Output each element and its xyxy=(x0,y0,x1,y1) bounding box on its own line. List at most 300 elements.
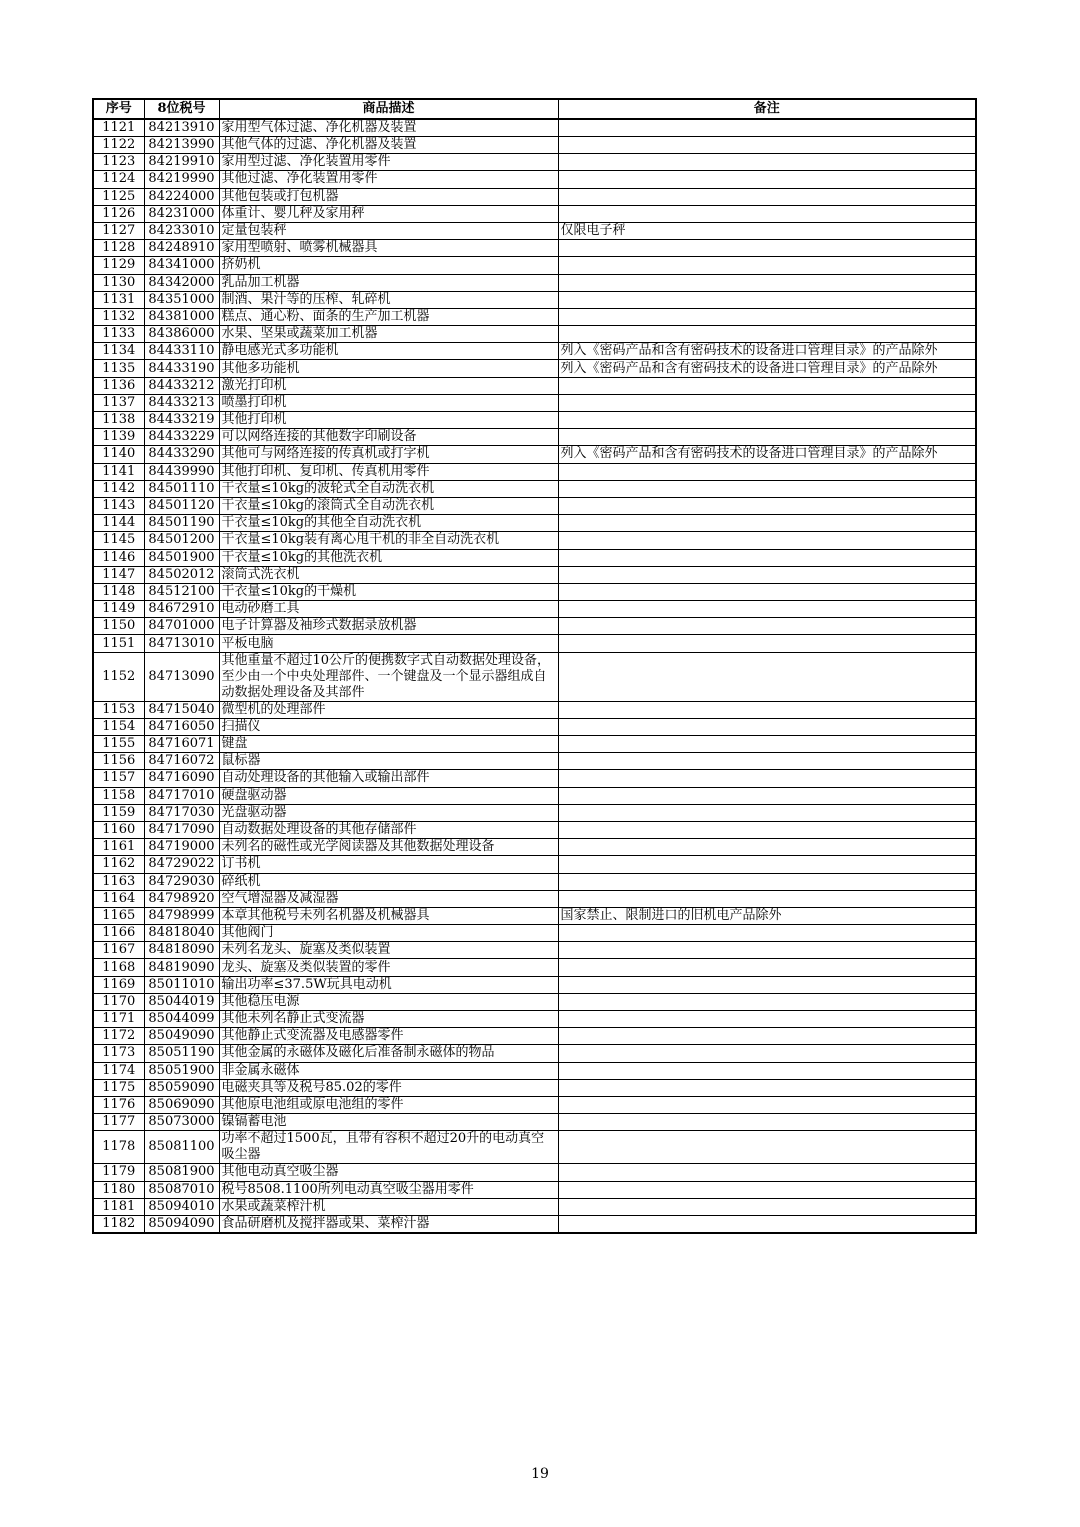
cell-seq: 1181 xyxy=(93,1198,144,1215)
cell-desc: 其他阀门 xyxy=(219,925,558,942)
cell-note xyxy=(558,942,976,959)
cell-note xyxy=(558,1114,976,1131)
cell-desc: 乳品加工机器 xyxy=(219,274,558,291)
cell-desc: 其他未列名静止式变流器 xyxy=(219,1011,558,1028)
cell-seq: 1133 xyxy=(93,326,144,343)
cell-code: 84433212 xyxy=(144,377,219,394)
cell-desc: 未列名龙头、旋塞及类似装置 xyxy=(219,942,558,959)
cell-desc: 制酒、果汁等的压榨、轧碎机 xyxy=(219,291,558,308)
cell-seq: 1170 xyxy=(93,993,144,1010)
cell-note xyxy=(558,532,976,549)
table-row xyxy=(93,890,976,907)
table-row xyxy=(93,274,976,291)
cell-desc: 干衣量≤10kg的其他全自动洗衣机 xyxy=(219,515,558,532)
cell-note xyxy=(558,429,976,446)
cell-note: 列入《密码产品和含有密码技术的设备进口管理目录》的产品除外 xyxy=(558,446,976,463)
cell-code: 85044019 xyxy=(144,993,219,1010)
cell-code: 84819090 xyxy=(144,959,219,976)
cell-seq: 1174 xyxy=(93,1062,144,1079)
cell-note xyxy=(558,326,976,343)
header-row xyxy=(93,99,976,119)
cell-desc: 其他包装或打包机器 xyxy=(219,188,558,205)
table-row xyxy=(93,326,976,343)
table-row xyxy=(93,480,976,497)
cell-note xyxy=(558,873,976,890)
cell-seq: 1139 xyxy=(93,429,144,446)
cell-note xyxy=(558,770,976,787)
cell-desc: 自动处理设备的其他输入或输出部件 xyxy=(219,770,558,787)
cell-seq: 1165 xyxy=(93,907,144,924)
cell-code: 84213990 xyxy=(144,137,219,154)
cell-seq: 1144 xyxy=(93,515,144,532)
cell-code: 84716072 xyxy=(144,753,219,770)
cell-seq: 1121 xyxy=(93,119,144,137)
cell-desc: 其他气体的过滤、净化机器及装置 xyxy=(219,137,558,154)
cell-code: 84717030 xyxy=(144,804,219,821)
table-row xyxy=(93,583,976,600)
cell-note xyxy=(558,1062,976,1079)
table-row xyxy=(93,1096,976,1113)
cell-seq: 1158 xyxy=(93,787,144,804)
cell-note xyxy=(558,804,976,821)
table-row xyxy=(93,873,976,890)
cell-code: 85049090 xyxy=(144,1028,219,1045)
cell-code: 84433110 xyxy=(144,343,219,360)
cell-note xyxy=(558,308,976,325)
cell-code: 84717010 xyxy=(144,787,219,804)
cell-note xyxy=(558,701,976,718)
cell-note xyxy=(558,188,976,205)
cell-code: 84715040 xyxy=(144,701,219,718)
table-row xyxy=(93,1198,976,1215)
cell-seq: 1176 xyxy=(93,1096,144,1113)
cell-seq: 1182 xyxy=(93,1215,144,1233)
cell-code: 84233010 xyxy=(144,222,219,239)
cell-desc: 其他可与网络连接的传真机或打字机 xyxy=(219,446,558,463)
cell-code: 85081100 xyxy=(144,1131,219,1164)
cell-note xyxy=(558,257,976,274)
cell-code: 84719000 xyxy=(144,839,219,856)
table-row xyxy=(93,1114,976,1131)
table-row xyxy=(93,446,976,463)
cell-code: 84501110 xyxy=(144,480,219,497)
cell-seq: 1124 xyxy=(93,171,144,188)
cell-note xyxy=(558,549,976,566)
table-row xyxy=(93,942,976,959)
table-row xyxy=(93,907,976,924)
cell-desc: 干衣量≤10kg装有离心甩干机的非全自动洗衣机 xyxy=(219,532,558,549)
table-row xyxy=(93,770,976,787)
cell-code: 85087010 xyxy=(144,1181,219,1198)
cell-seq: 1122 xyxy=(93,137,144,154)
cell-seq: 1156 xyxy=(93,753,144,770)
cell-note xyxy=(558,821,976,838)
cell-desc: 碎纸机 xyxy=(219,873,558,890)
cell-code: 84798920 xyxy=(144,890,219,907)
cell-desc: 镍镉蓄电池 xyxy=(219,1114,558,1131)
cell-note xyxy=(558,377,976,394)
cell-desc: 食品研磨机及搅拌器或果、菜榨汁器 xyxy=(219,1215,558,1233)
cell-code: 85081900 xyxy=(144,1164,219,1181)
table-row xyxy=(93,976,976,993)
table-row xyxy=(93,959,976,976)
cell-desc: 其他电动真空吸尘器 xyxy=(219,1164,558,1181)
table-row xyxy=(93,718,976,735)
cell-code: 84213910 xyxy=(144,119,219,137)
cell-code: 84439990 xyxy=(144,463,219,480)
cell-desc: 功率不超过1500瓦，且带有容积不超过20升的电动真空吸尘器 xyxy=(219,1131,558,1164)
header-code: 8位税号 xyxy=(144,99,219,119)
cell-seq: 1125 xyxy=(93,188,144,205)
cell-seq: 1155 xyxy=(93,736,144,753)
cell-note xyxy=(558,652,976,701)
cell-desc: 光盘驱动器 xyxy=(219,804,558,821)
table-row xyxy=(93,394,976,411)
cell-seq: 1130 xyxy=(93,274,144,291)
cell-desc: 电磁夹具等及税号85.02的零件 xyxy=(219,1079,558,1096)
cell-seq: 1127 xyxy=(93,222,144,239)
cell-seq: 1140 xyxy=(93,446,144,463)
cell-note xyxy=(558,959,976,976)
cell-desc: 未列名的磁性或光学阅读器及其他数据处理设备 xyxy=(219,839,558,856)
cell-code: 84351000 xyxy=(144,291,219,308)
cell-desc: 滚筒式洗衣机 xyxy=(219,566,558,583)
table-row xyxy=(93,1181,976,1198)
table-row xyxy=(93,412,976,429)
cell-code: 84341000 xyxy=(144,257,219,274)
table-row xyxy=(93,1131,976,1164)
cell-note: 仅限电子秤 xyxy=(558,222,976,239)
cell-desc: 静电感光式多功能机 xyxy=(219,343,558,360)
cell-desc: 微型机的处理部件 xyxy=(219,701,558,718)
cell-desc: 其他金属的永磁体及磁化后准备制永磁体的物品 xyxy=(219,1045,558,1062)
cell-code: 84512100 xyxy=(144,583,219,600)
cell-note: 列入《密码产品和含有密码技术的设备进口管理目录》的产品除外 xyxy=(558,343,976,360)
cell-desc: 电动砂磨工具 xyxy=(219,601,558,618)
cell-code: 84701000 xyxy=(144,618,219,635)
cell-code: 85073000 xyxy=(144,1114,219,1131)
cell-desc: 平板电脑 xyxy=(219,635,558,652)
cell-code: 84231000 xyxy=(144,205,219,222)
table-row xyxy=(93,429,976,446)
table-row xyxy=(93,1028,976,1045)
cell-code: 84716090 xyxy=(144,770,219,787)
table-row xyxy=(93,549,976,566)
cell-desc: 扫描仪 xyxy=(219,718,558,735)
table-row xyxy=(93,119,976,137)
cell-desc: 可以网络连接的其他数字印刷设备 xyxy=(219,429,558,446)
cell-code: 84433213 xyxy=(144,394,219,411)
table-row xyxy=(93,1011,976,1028)
cell-seq: 1157 xyxy=(93,770,144,787)
cell-code: 84713090 xyxy=(144,652,219,701)
cell-seq: 1180 xyxy=(93,1181,144,1198)
cell-seq: 1131 xyxy=(93,291,144,308)
cell-seq: 1177 xyxy=(93,1114,144,1131)
cell-desc: 家用型喷射、喷雾机械器具 xyxy=(219,240,558,257)
cell-note xyxy=(558,566,976,583)
cell-seq: 1161 xyxy=(93,839,144,856)
cell-note xyxy=(558,119,976,137)
cell-note xyxy=(558,1096,976,1113)
cell-note xyxy=(558,1045,976,1062)
cell-desc: 干衣量≤10kg的滚筒式全自动洗衣机 xyxy=(219,497,558,514)
cell-note xyxy=(558,787,976,804)
cell-code: 84501900 xyxy=(144,549,219,566)
cell-code: 84798999 xyxy=(144,907,219,924)
cell-desc: 龙头、旋塞及类似装置的零件 xyxy=(219,959,558,976)
cell-note xyxy=(558,1131,976,1164)
cell-code: 84818040 xyxy=(144,925,219,942)
cell-seq: 1145 xyxy=(93,532,144,549)
cell-code: 84433219 xyxy=(144,412,219,429)
table-row xyxy=(93,532,976,549)
cell-note xyxy=(558,1011,976,1028)
cell-desc: 税号8508.1100所列电动真空吸尘器用零件 xyxy=(219,1181,558,1198)
table-row xyxy=(93,1164,976,1181)
table-row xyxy=(93,308,976,325)
table-row xyxy=(93,566,976,583)
cell-desc: 水果、坚果或蔬菜加工机器 xyxy=(219,326,558,343)
cell-seq: 1154 xyxy=(93,718,144,735)
cell-seq: 1163 xyxy=(93,873,144,890)
cell-note: 国家禁止、限制进口的旧机电产品除外 xyxy=(558,907,976,924)
cell-seq: 1142 xyxy=(93,480,144,497)
table-row xyxy=(93,1062,976,1079)
cell-code: 84248910 xyxy=(144,240,219,257)
cell-code: 84386000 xyxy=(144,326,219,343)
table-row xyxy=(93,736,976,753)
cell-seq: 1129 xyxy=(93,257,144,274)
table-row xyxy=(93,291,976,308)
cell-seq: 1166 xyxy=(93,925,144,942)
cell-note xyxy=(558,515,976,532)
cell-desc: 自动数据处理设备的其他存储部件 xyxy=(219,821,558,838)
table-row xyxy=(93,171,976,188)
cell-code: 84219910 xyxy=(144,154,219,171)
table-row xyxy=(93,377,976,394)
cell-note xyxy=(558,1164,976,1181)
cell-note xyxy=(558,993,976,1010)
cell-desc: 电子计算器及袖珍式数据录放机器 xyxy=(219,618,558,635)
cell-code: 84381000 xyxy=(144,308,219,325)
cell-desc: 家用型过滤、净化装置用零件 xyxy=(219,154,558,171)
table-body xyxy=(93,119,976,1233)
cell-note xyxy=(558,1198,976,1215)
cell-note xyxy=(558,1028,976,1045)
table-row xyxy=(93,804,976,821)
table-row xyxy=(93,188,976,205)
cell-code: 84342000 xyxy=(144,274,219,291)
cell-desc: 挤奶机 xyxy=(219,257,558,274)
cell-note: 列入《密码产品和含有密码技术的设备进口管理目录》的产品除外 xyxy=(558,360,976,377)
table-row xyxy=(93,515,976,532)
table-row xyxy=(93,1045,976,1062)
cell-seq: 1147 xyxy=(93,566,144,583)
cell-seq: 1162 xyxy=(93,856,144,873)
cell-seq: 1153 xyxy=(93,701,144,718)
table-row xyxy=(93,360,976,377)
cell-code: 84433290 xyxy=(144,446,219,463)
cell-code: 84501120 xyxy=(144,497,219,514)
cell-seq: 1173 xyxy=(93,1045,144,1062)
table-row xyxy=(93,137,976,154)
table-row xyxy=(93,839,976,856)
cell-note xyxy=(558,240,976,257)
cell-note xyxy=(558,601,976,618)
header-note: 备注 xyxy=(558,99,976,119)
cell-seq: 1148 xyxy=(93,583,144,600)
cell-seq: 1136 xyxy=(93,377,144,394)
table-row xyxy=(93,925,976,942)
cell-code: 84818090 xyxy=(144,942,219,959)
table-row xyxy=(93,601,976,618)
cell-seq: 1132 xyxy=(93,308,144,325)
cell-note xyxy=(558,154,976,171)
cell-note xyxy=(558,839,976,856)
table-row xyxy=(93,205,976,222)
cell-note xyxy=(558,394,976,411)
cell-note xyxy=(558,1079,976,1096)
cell-note xyxy=(558,976,976,993)
cell-seq: 1151 xyxy=(93,635,144,652)
table-row xyxy=(93,1079,976,1096)
cell-note xyxy=(558,137,976,154)
cell-seq: 1167 xyxy=(93,942,144,959)
header-desc: 商品描述 xyxy=(219,99,558,119)
cell-seq: 1171 xyxy=(93,1011,144,1028)
page-number: 19 xyxy=(531,1466,549,1482)
cell-note xyxy=(558,497,976,514)
header-seq: 序号 xyxy=(93,99,144,119)
cell-code: 84729022 xyxy=(144,856,219,873)
cell-desc: 家用型气体过滤、净化机器及装置 xyxy=(219,119,558,137)
cell-note xyxy=(558,718,976,735)
cell-code: 84716071 xyxy=(144,736,219,753)
cell-seq: 1123 xyxy=(93,154,144,171)
cell-desc: 鼠标器 xyxy=(219,753,558,770)
cell-desc: 干衣量≤10kg的干燥机 xyxy=(219,583,558,600)
cell-code: 84672910 xyxy=(144,601,219,618)
cell-note xyxy=(558,291,976,308)
cell-code: 85094090 xyxy=(144,1215,219,1233)
table-row xyxy=(93,635,976,652)
cell-code: 84433229 xyxy=(144,429,219,446)
cell-desc: 键盘 xyxy=(219,736,558,753)
cell-seq: 1172 xyxy=(93,1028,144,1045)
cell-code: 84502012 xyxy=(144,566,219,583)
cell-note xyxy=(558,274,976,291)
cell-code: 85011010 xyxy=(144,976,219,993)
cell-desc: 其他多功能机 xyxy=(219,360,558,377)
cell-desc: 定量包装秤 xyxy=(219,222,558,239)
cell-seq: 1150 xyxy=(93,618,144,635)
cell-desc: 其他过滤、净化装置用零件 xyxy=(219,171,558,188)
cell-note xyxy=(558,463,976,480)
cell-code: 84433190 xyxy=(144,360,219,377)
cell-seq: 1146 xyxy=(93,549,144,566)
cell-seq: 1164 xyxy=(93,890,144,907)
table-row xyxy=(93,497,976,514)
cell-seq: 1179 xyxy=(93,1164,144,1181)
cell-seq: 1168 xyxy=(93,959,144,976)
cell-note xyxy=(558,583,976,600)
table-row xyxy=(93,753,976,770)
table-header xyxy=(93,99,976,119)
cell-code: 84219990 xyxy=(144,171,219,188)
cell-desc: 干衣量≤10kg的其他洗衣机 xyxy=(219,549,558,566)
cell-seq: 1152 xyxy=(93,652,144,701)
cell-note xyxy=(558,736,976,753)
cell-note xyxy=(558,753,976,770)
cell-seq: 1134 xyxy=(93,343,144,360)
cell-seq: 1143 xyxy=(93,497,144,514)
table-row xyxy=(93,618,976,635)
table-row xyxy=(93,222,976,239)
cell-desc: 输出功率≤37.5W玩具电动机 xyxy=(219,976,558,993)
cell-code: 85059090 xyxy=(144,1079,219,1096)
cell-note xyxy=(558,635,976,652)
cell-code: 84716050 xyxy=(144,718,219,735)
cell-seq: 1175 xyxy=(93,1079,144,1096)
cell-desc: 其他打印机、复印机、传真机用零件 xyxy=(219,463,558,480)
cell-seq: 1178 xyxy=(93,1131,144,1164)
cell-seq: 1160 xyxy=(93,821,144,838)
cell-desc: 其他重量不超过10公斤的便携数字式自动数据处理设备，至少由一个中央处理部件、一个键盘及一个显示器组成自动数据处理设备及其部件 xyxy=(219,652,558,701)
table-row xyxy=(93,787,976,804)
cell-code: 84501200 xyxy=(144,532,219,549)
cell-code: 85069090 xyxy=(144,1096,219,1113)
table-row xyxy=(93,821,976,838)
cell-code: 85051190 xyxy=(144,1045,219,1062)
cell-seq: 1138 xyxy=(93,412,144,429)
cell-seq: 1135 xyxy=(93,360,144,377)
table-row xyxy=(93,652,976,701)
cell-code: 85044099 xyxy=(144,1011,219,1028)
cell-desc: 本章其他税号未列名机器及机械器具 xyxy=(219,907,558,924)
cell-code: 84713010 xyxy=(144,635,219,652)
cell-note xyxy=(558,618,976,635)
table-row xyxy=(93,701,976,718)
goods-table xyxy=(92,98,977,1234)
cell-desc: 硬盘驱动器 xyxy=(219,787,558,804)
cell-seq: 1137 xyxy=(93,394,144,411)
table-row xyxy=(93,240,976,257)
table-row xyxy=(93,257,976,274)
cell-seq: 1149 xyxy=(93,601,144,618)
cell-desc: 其他打印机 xyxy=(219,412,558,429)
cell-note xyxy=(558,205,976,222)
cell-desc: 订书机 xyxy=(219,856,558,873)
cell-code: 84224000 xyxy=(144,188,219,205)
cell-code: 84729030 xyxy=(144,873,219,890)
table-row xyxy=(93,1215,976,1233)
cell-seq: 1169 xyxy=(93,976,144,993)
cell-desc: 体重计、婴儿秤及家用秤 xyxy=(219,205,558,222)
table-row xyxy=(93,154,976,171)
cell-desc: 其他原电池组或原电池组的零件 xyxy=(219,1096,558,1113)
cell-seq: 1141 xyxy=(93,463,144,480)
table-row xyxy=(93,993,976,1010)
cell-note xyxy=(558,412,976,429)
cell-note xyxy=(558,480,976,497)
cell-seq: 1159 xyxy=(93,804,144,821)
cell-desc: 喷墨打印机 xyxy=(219,394,558,411)
cell-desc: 糕点、通心粉、面条的生产加工机器 xyxy=(219,308,558,325)
cell-desc: 干衣量≤10kg的波轮式全自动洗衣机 xyxy=(219,480,558,497)
table-row xyxy=(93,343,976,360)
cell-note xyxy=(558,1215,976,1233)
